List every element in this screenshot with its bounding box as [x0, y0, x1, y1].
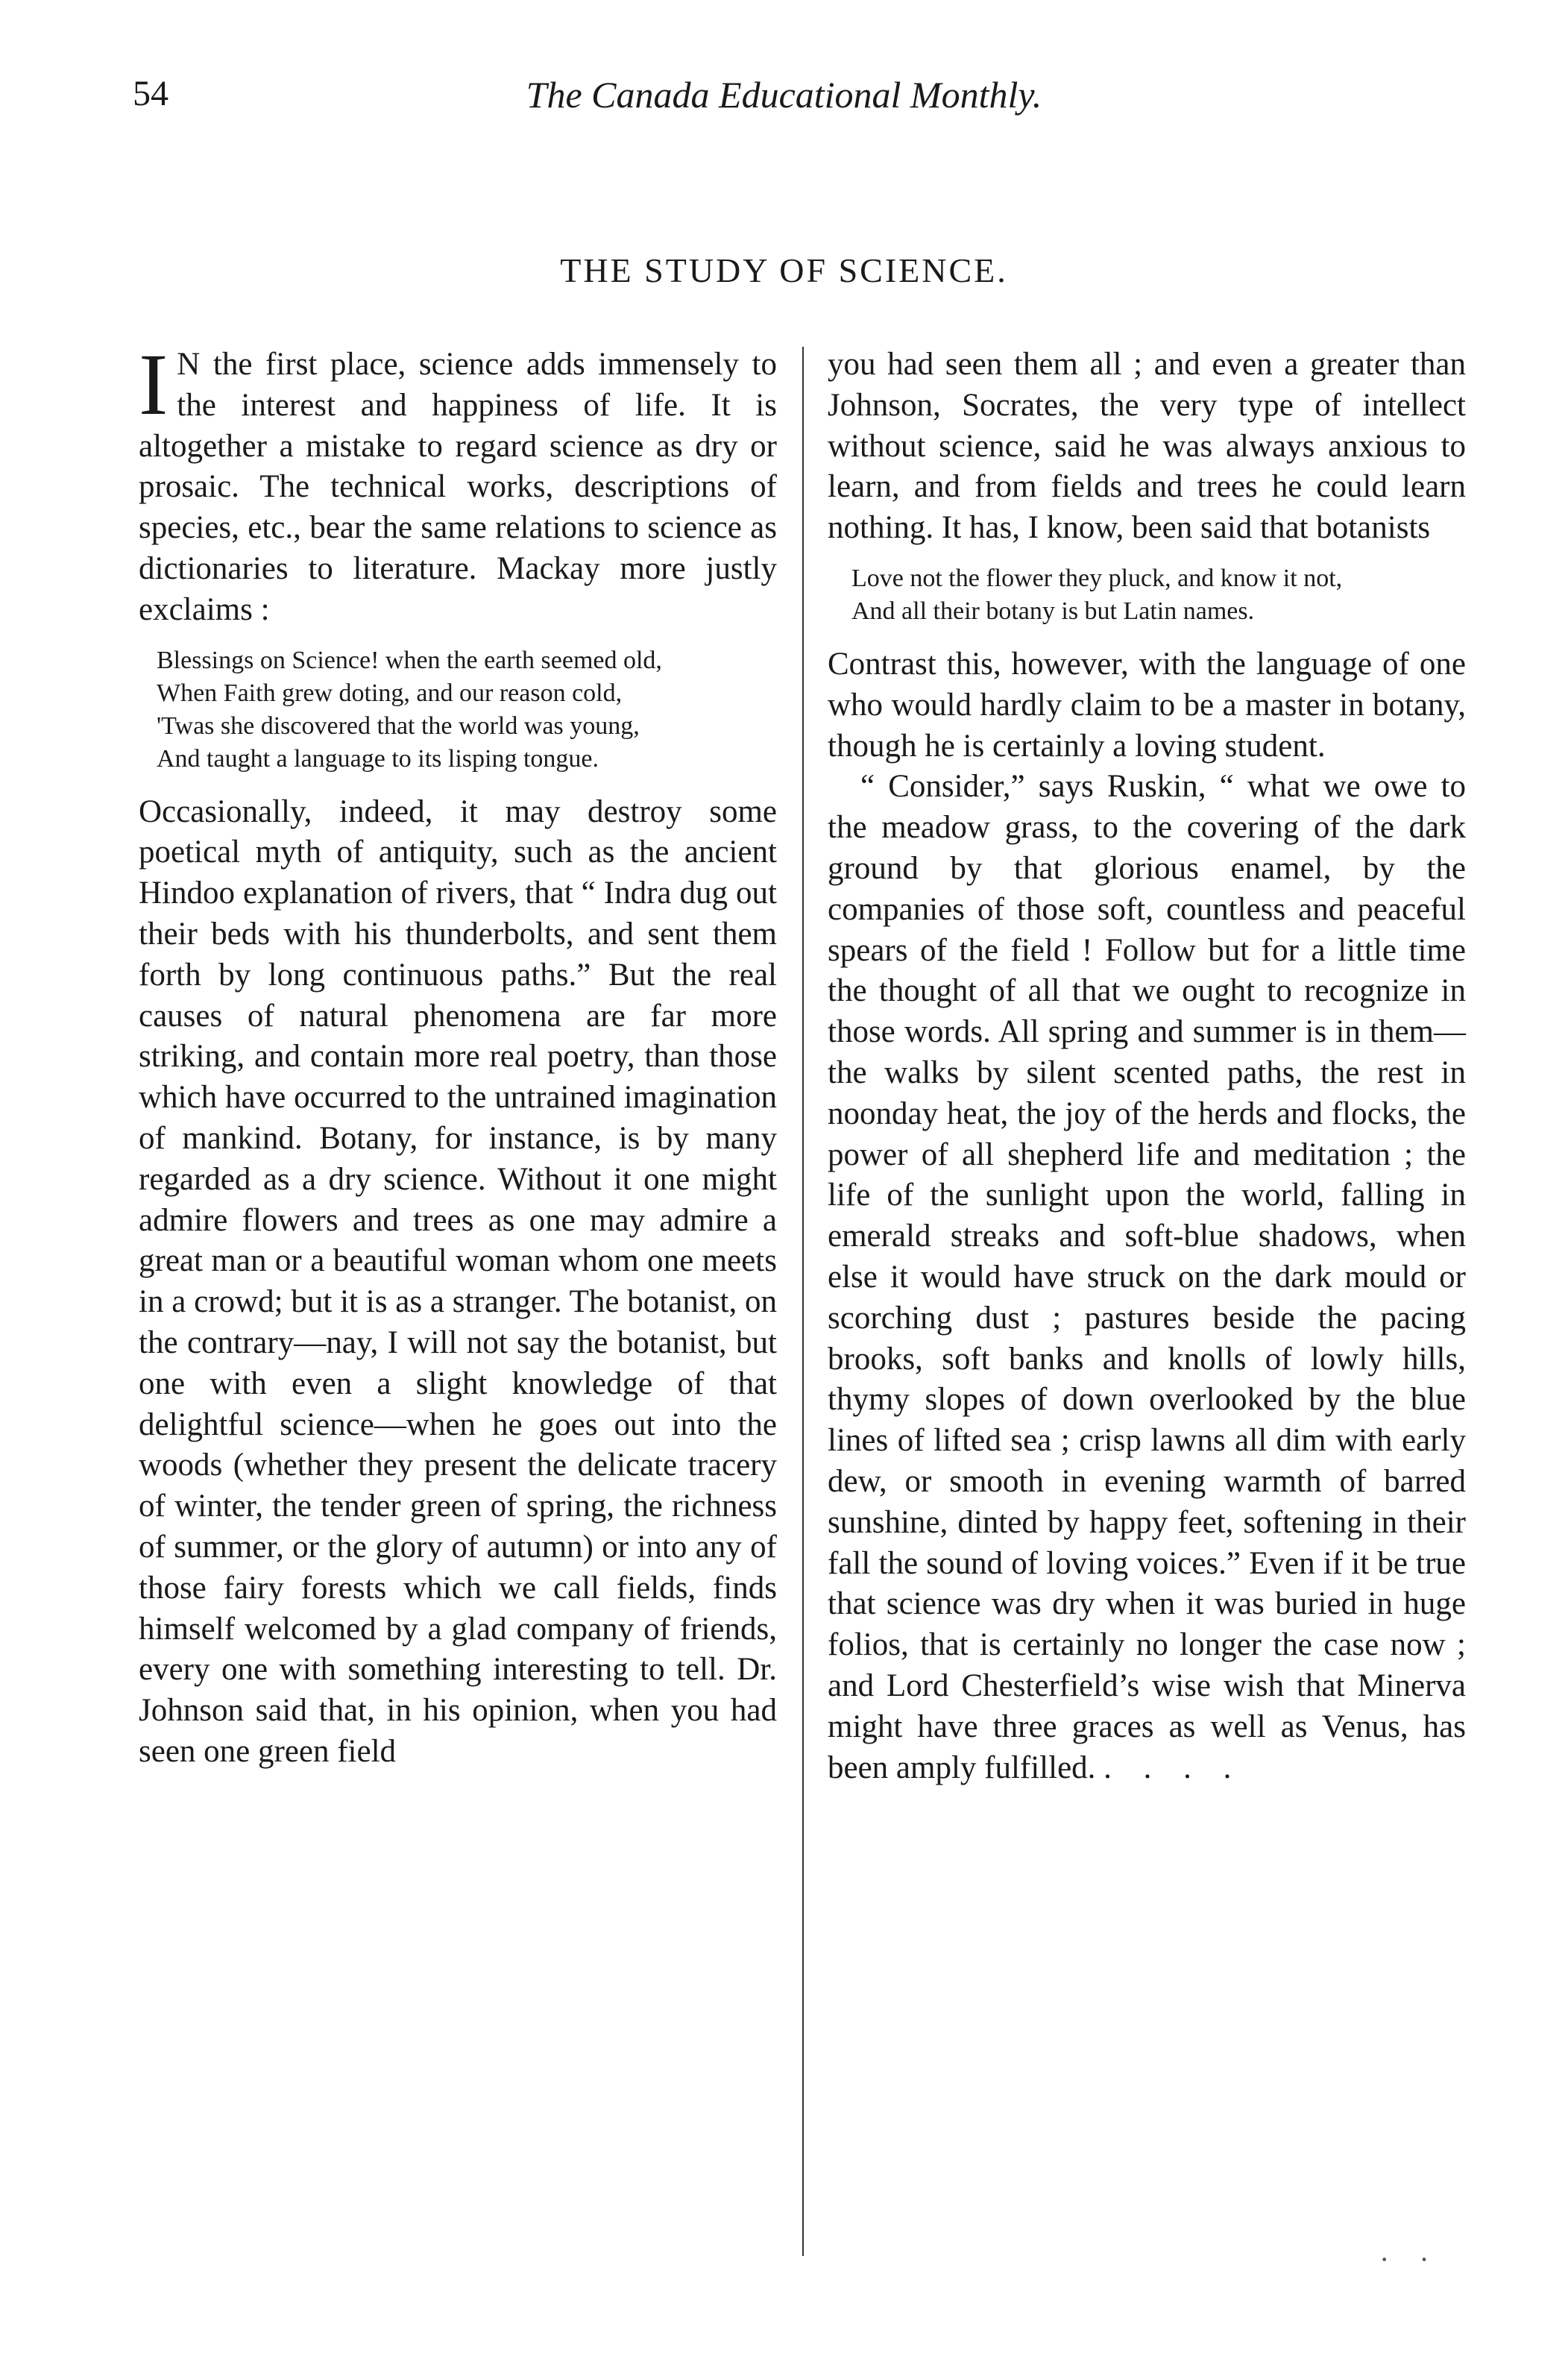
paragraph-2: Occasionally, indeed, it may destroy some poetical myth of antiquity, such as the ancient Hindoo explanation of rivers, that “ Indra dug out their beds with his thunderbolts, and sent them forth by long continuous paths.” But the real causes of natural phenomena are far more striking, and contain more real poetry, than those which have occurred to the untrained imagination of mankind. Botany, for instance, is by many regarded as a dry science. Without it one might admire flowers and trees as one may admire a great man or a beautiful woman whom one meets in a crowd; but it is as a stranger. The botanist, on the contrary—nay, I will not say the botanist, but one with even a slight knowledge of that delightful science—when he goes out into the woods (whether they present the delicate tracery of winter, the tender green of spring, the richness of summer, or the glory of autumn) or into any of those fairy forests which we call fields, finds himself welcomed by a glad company of friends, every one with something interesting to tell. Dr. Johnson said that, in his opinion, when you had seen one green field	[139, 793, 777, 1769]
paragraph-4	[828, 767, 1466, 1788]
verse-line: When Faith grew doting, and our reason cold,	[157, 679, 623, 707]
ellipsis: . . . .	[1103, 1750, 1244, 1785]
verse-line: And taught a language to its lisping tongue.	[157, 744, 599, 773]
end-ornament: ··	[1379, 2242, 1459, 2276]
verse-line: Blessings on Science! when the earth seemed old,	[157, 646, 662, 674]
verse-quote-botanists	[828, 562, 1466, 628]
drop-cap: I	[139, 336, 169, 433]
verse-quote-mackay	[139, 644, 777, 776]
page-number: 54	[133, 74, 169, 113]
verse-line: Love not the flower they pluck, and know it not,	[851, 564, 1343, 592]
left-column	[139, 336, 777, 1773]
paragraph-3: Contrast this, however, with the language of one who would hardly claim to be a master in botany, though he is certainly a loving student.	[828, 646, 1466, 764]
paragraph-continued: you had seen them all ; and even a greater than Johnson, Socrates, the very type of intellect without science, said he was always anxious to learn, and from fields and trees he could learn nothing. It has, I know, been said that botanists	[828, 347, 1466, 546]
verse-line: 'Twas she discovered that the world was young,	[157, 711, 640, 740]
paragraph-4-text: “ Consider,” says Ruskin, “ what we owe to the meadow grass, to the covering of the dark ground by that glorious enamel, by the companies of those soft, countless and peaceful spears of the field ! Follow but for a little time the thought of all that we ought to recognize in those words. All spring and summer is in them—the walks by silent scented paths, the rest in noonday heat, the joy of the herds and flocks, the power of all shepherd life and meditation ; the life of the sunlight upon the world, falling in emerald streaks and soft-blue shadows, when else it would have struck on the dark mould or scorching dust ; pastures beside the pacing brooks, soft banks and knolls of lowly hills, thymy slopes of down overlooked by the blue lines of lifted sea ; crisp lawns all dim with early dew, or smooth in evening warmth of barred sunshine, dinted by happy feet, softening in their fall the sound of loving voices.” Even if it be true that science was dry when it was buried in huge folios, that is certainly no longer the case now ; and Lord Chesterfield’s wise wish that Minerva might have three graces as well as Venus, has been amply fulfilled.	[828, 769, 1466, 1785]
column-divider	[802, 347, 804, 2256]
paragraph-1	[139, 336, 777, 631]
right-column	[828, 345, 1466, 1788]
running-title: The Canada Educational Monthly.	[526, 74, 1042, 116]
article-title: THE STUDY OF SCIENCE.	[560, 251, 1008, 289]
paragraph-1-text: N the first place, science adds immensely to the interest and happiness of life. It is altogether a mistake to regard science as dry or prosaic. The technical works, descriptions of species, etc., bear the same relations to science as dictionaries to literature. Mackay more justly exclaims :	[139, 347, 777, 627]
page-header	[0, 73, 1568, 133]
verse-line: And all their botany is but Latin names.	[851, 597, 1255, 625]
